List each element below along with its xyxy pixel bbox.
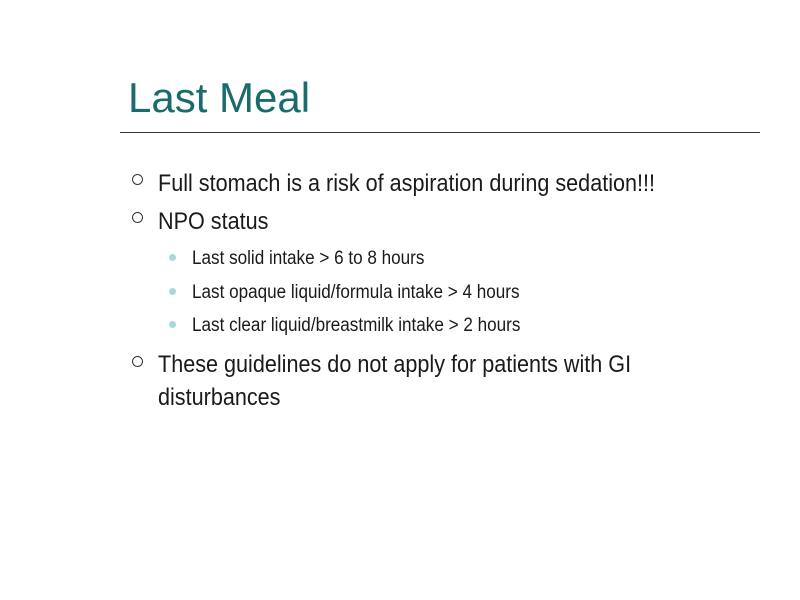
- dot-bullet-icon: [169, 288, 176, 295]
- bullet-2-text: NPO status: [158, 208, 269, 235]
- bullet-3-text-line1: These guidelines do not apply for patients with GI: [158, 351, 632, 378]
- hollow-circle-bullet-icon: [132, 212, 143, 223]
- sub-bullet-1-text: Last solid intake > 6 to 8 hours: [192, 248, 425, 269]
- dot-bullet-icon: [169, 321, 176, 328]
- title-divider: [120, 132, 760, 133]
- bullet-1-text: Full stomach is a risk of aspiration during sedation!!!: [158, 170, 656, 197]
- slide-title: Last Meal: [128, 74, 311, 121]
- hollow-circle-bullet-icon: [132, 174, 143, 185]
- bullet-3-text-line2: disturbances: [158, 384, 281, 411]
- sub-bullet-2-text: Last opaque liquid/formula intake > 4 hours: [192, 282, 520, 303]
- hollow-circle-bullet-icon: [132, 356, 143, 367]
- dot-bullet-icon: [169, 254, 176, 261]
- sub-bullet-3-text: Last clear liquid/breastmilk intake > 2 hours: [192, 315, 521, 336]
